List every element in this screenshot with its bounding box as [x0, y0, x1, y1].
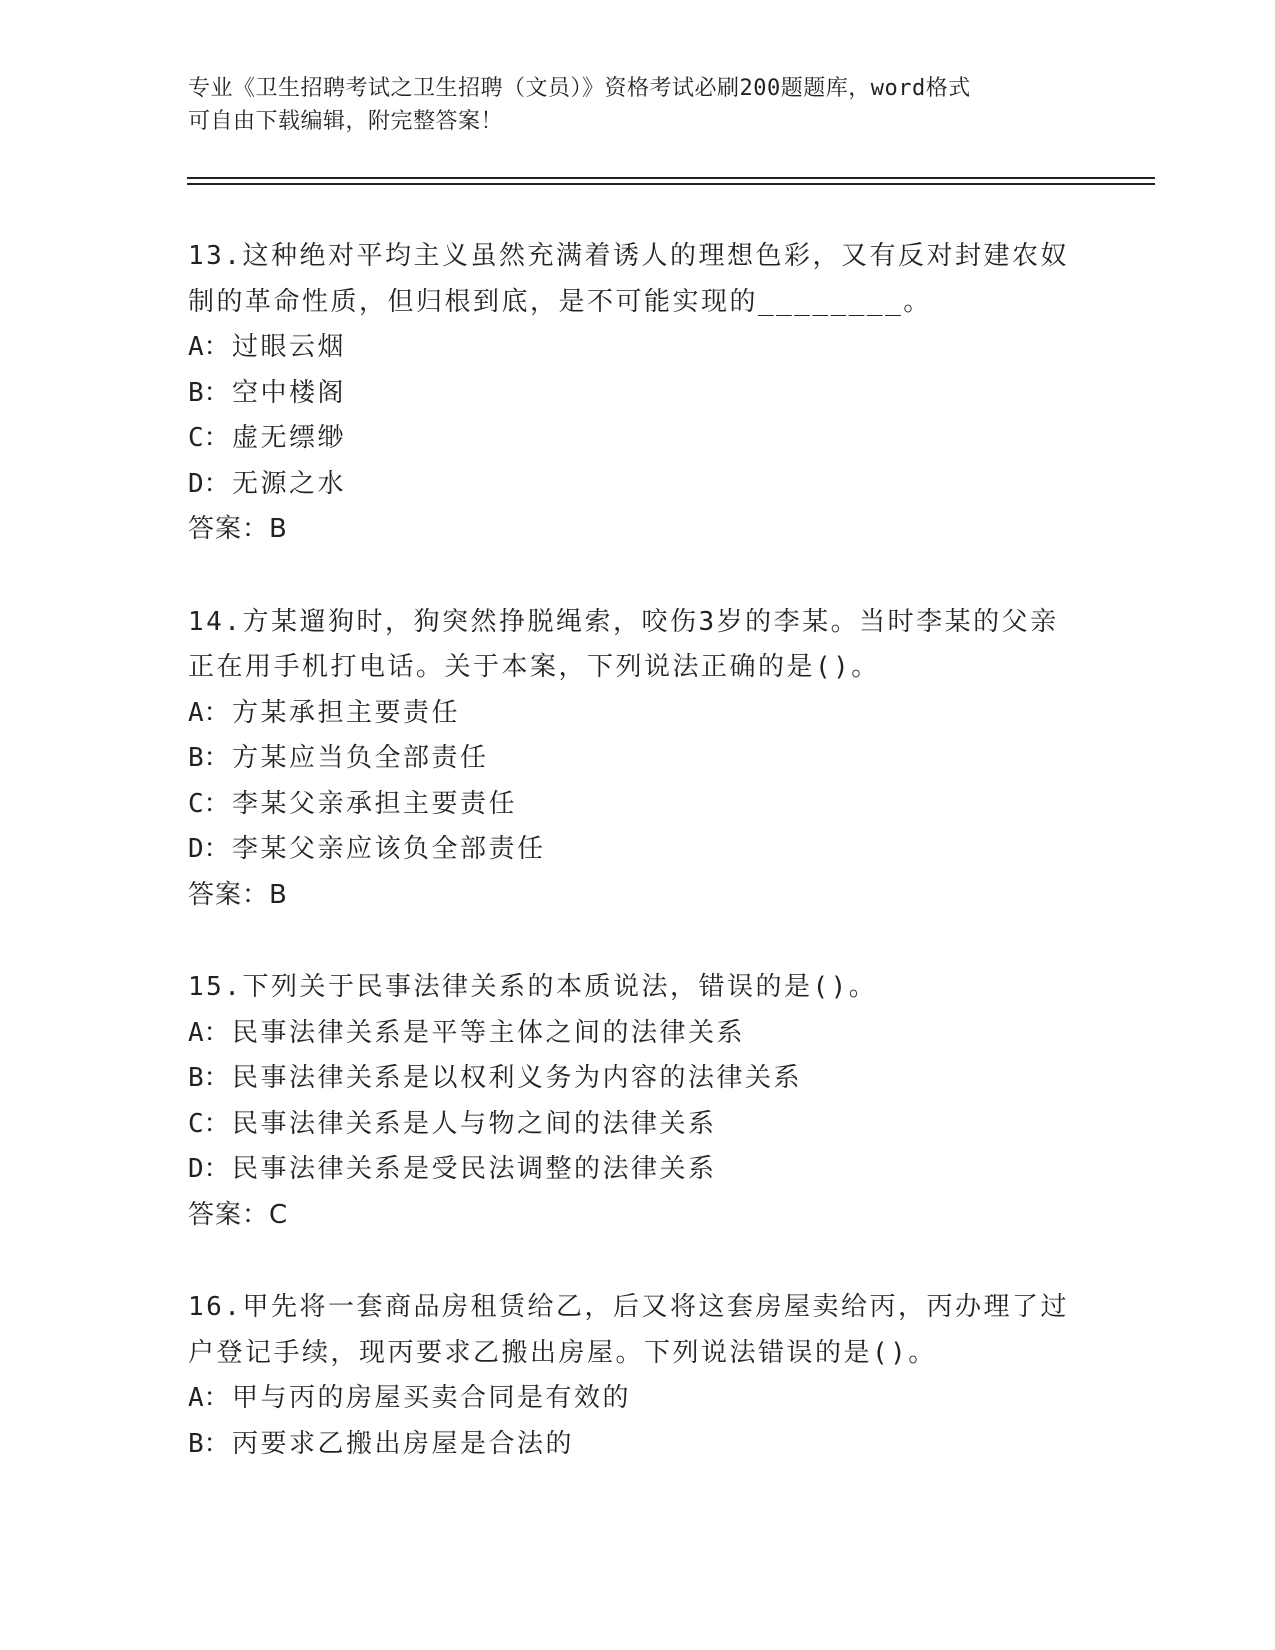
option-text: 丙要求乙搬出房屋是合法的 — [232, 1428, 575, 1459]
header-title-line-2: 可自由下载编辑，附完整答案！ — [188, 109, 504, 134]
option-a — [188, 1376, 1108, 1422]
option-letter: A： — [188, 332, 230, 362]
option-letter: B： — [188, 1063, 230, 1093]
option-text: 过眼云烟 — [232, 332, 347, 362]
option-letter: B： — [188, 743, 230, 773]
option-text: 民事法律关系是受民法调整的法律关系 — [232, 1154, 717, 1184]
option-text: 李某父亲应该负全部责任 — [232, 834, 546, 864]
question-14 — [188, 600, 1108, 919]
option-letter: A： — [188, 1383, 230, 1413]
question-stem-line: 户登记手续，现丙要求乙搬出房屋。下列说法错误的是()。 — [188, 1337, 937, 1368]
option-text: 李某父亲承担主要责任 — [232, 788, 518, 819]
option-d — [188, 462, 1108, 508]
answer-label: 答案：B — [188, 879, 288, 910]
option-a — [188, 691, 1108, 737]
option-c — [188, 1102, 1108, 1148]
header-divider-bottom — [187, 183, 1155, 185]
question-stem-line: 13.这种绝对平均主义虽然充满着诱人的理想色彩，又有反对封建农奴 — [188, 241, 1069, 271]
option-d — [188, 1147, 1108, 1193]
question-list — [188, 234, 1108, 1514]
option-letter: B： — [188, 1428, 230, 1459]
question-stem-line: 制的革命性质，但归根到底，是不可能实现的________。 — [188, 286, 932, 317]
question-stem-line: 15.下列关于民事法律关系的本质说法，错误的是()。 — [188, 972, 878, 1002]
question-stem — [188, 1285, 1108, 1376]
option-text: 甲与丙的房屋买卖合同是有效的 — [232, 1383, 632, 1413]
option-letter: C： — [188, 423, 230, 453]
option-text: 民事法律关系是以权利义务为内容的法律关系 — [232, 1063, 803, 1093]
option-c — [188, 782, 1108, 828]
option-letter: D： — [188, 468, 230, 499]
question-stem-line: 正在用手机打电话。关于本案，下列说法正确的是()。 — [188, 652, 880, 682]
header-title-line-1: 专业《卫生招聘考试之卫生招聘（文员）》资格考试必刷200题题库，word格式 — [188, 76, 971, 101]
question-stem — [188, 600, 1108, 691]
option-b — [188, 1422, 1108, 1468]
option-letter: C： — [188, 1108, 230, 1139]
question-stem-line: 16.甲先将一套商品房租赁给乙，后又将这套房屋卖给丙，丙办理了过 — [188, 1292, 1069, 1322]
option-text: 民事法律关系是平等主体之间的法律关系 — [232, 1017, 746, 1048]
option-b — [188, 371, 1108, 417]
option-c — [188, 416, 1108, 462]
option-letter: D： — [188, 834, 230, 864]
document-header — [188, 72, 1088, 138]
option-b — [188, 1056, 1108, 1102]
option-letter: C： — [188, 788, 230, 819]
question-15 — [188, 965, 1108, 1238]
option-b — [188, 736, 1108, 782]
option-text: 空中楼阁 — [232, 377, 347, 408]
option-a — [188, 1011, 1108, 1057]
option-d — [188, 827, 1108, 873]
option-text: 方某应当负全部责任 — [232, 743, 489, 773]
option-letter: A： — [188, 697, 230, 728]
option-text: 无源之水 — [232, 468, 347, 499]
answer-label: 答案：C — [188, 1199, 289, 1230]
question-stem-line: 14.方某遛狗时，狗突然挣脱绳索，咬伤3岁的李某。当时李某的父亲 — [188, 606, 1059, 637]
option-a — [188, 325, 1108, 371]
answer-label: 答案：B — [188, 514, 288, 544]
option-text: 方某承担主要责任 — [232, 697, 461, 728]
question-13 — [188, 234, 1108, 553]
option-letter: B： — [188, 377, 230, 408]
header-divider-top — [187, 177, 1155, 179]
option-letter: D： — [188, 1154, 230, 1184]
option-text: 民事法律关系是人与物之间的法律关系 — [232, 1108, 717, 1139]
option-letter: A： — [188, 1017, 230, 1048]
question-stem — [188, 234, 1108, 325]
question-stem — [188, 965, 1108, 1011]
question-16 — [188, 1285, 1108, 1467]
option-text: 虚无缥缈 — [232, 423, 347, 453]
